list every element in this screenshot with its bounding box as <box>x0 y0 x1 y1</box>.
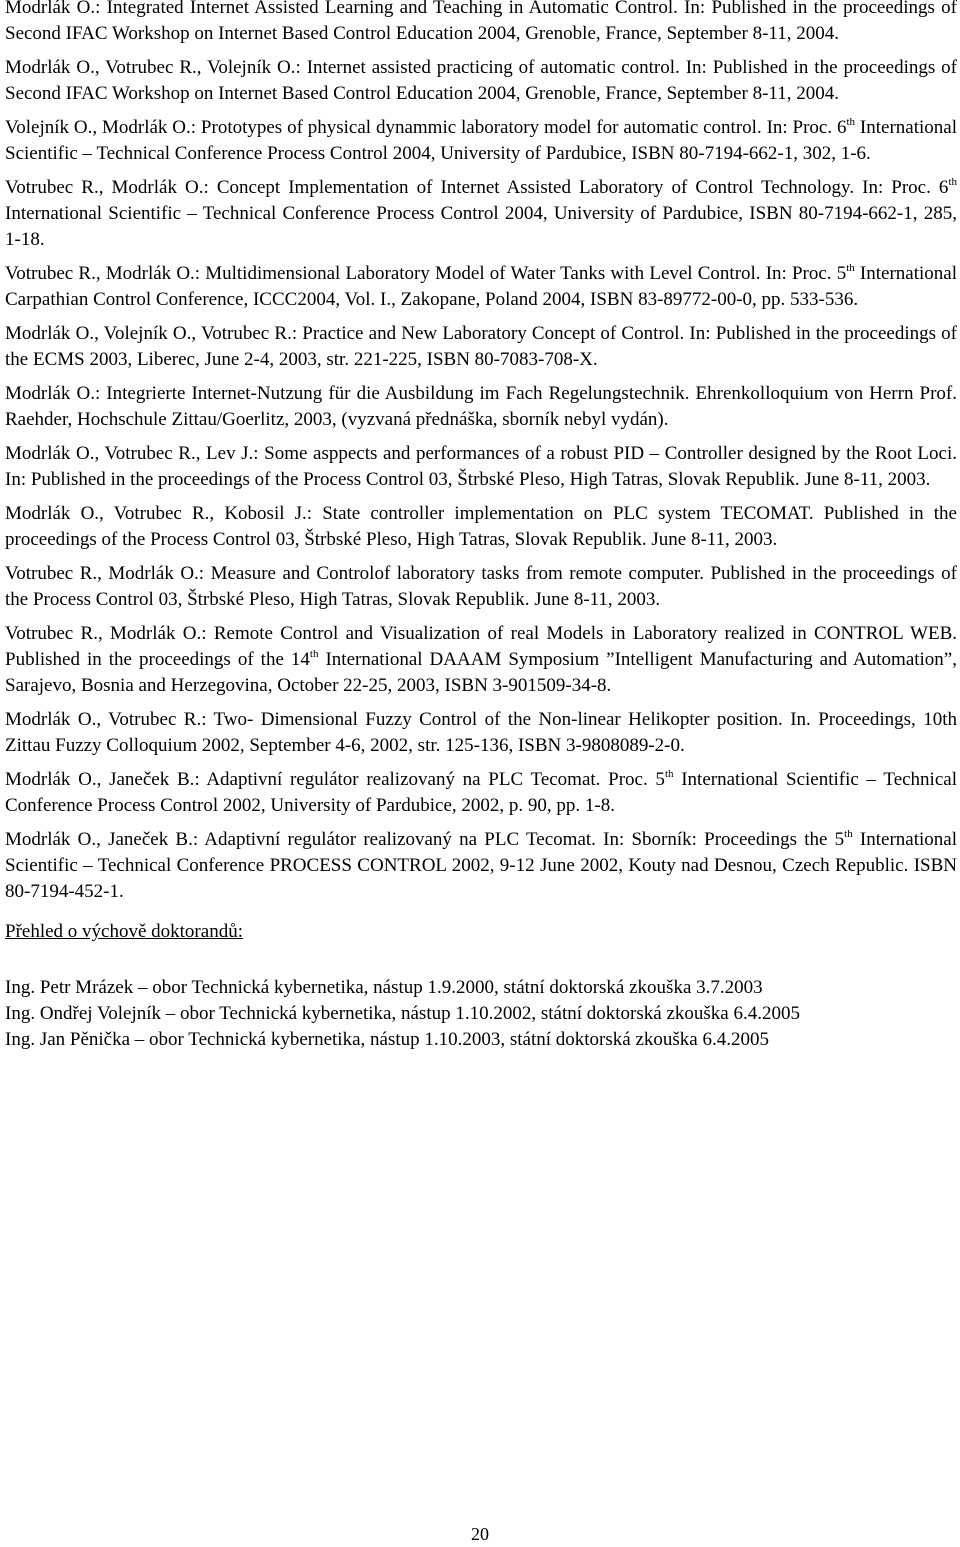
reference-text-segment: Modrlák O., Volejník O., Votrubec R.: Practice and New Laboratory Concept of Control. In: Published in the proceedings of the ECMS 2003, Liberec, June 2-4, 2003, str. 221-225, ISBN 80-7083-708-X. <box>5 323 957 370</box>
reference-entry <box>5 827 957 905</box>
reference-text-segment: Modrlák O., Votrubec R., Kobosil J.: State controller implementation on PLC system TECOMAT. Published in the proceedings of the Process Control 03, Štrbské Pleso, High Tatras, Slovak Republik. June 8-11, 2003. <box>5 503 957 550</box>
reference-text-segment: International Carpathian Control Conference, ICCC2004, Vol. I., Zakopane, Poland 2004, ISBN 83-89772-00-0, pp. 533-536. <box>5 263 957 310</box>
reference-entry <box>5 767 957 819</box>
reference-entry <box>5 381 957 433</box>
reference-text-segment: Votrubec R., Modrlák O.: Measure and Controlof laboratory tasks from remote computer. Published in the proceedings of the Process Control 03, Štrbské Pleso, High Tatras, Slovak Republik. June 8-11, 2003. <box>5 563 957 610</box>
reference-entry <box>5 55 957 107</box>
reference-text-segment: Modrlák O.: Integrated Internet Assisted Learning and Teaching in Automatic Control. In: Published in the proceedings of Second IFAC Workshop on Internet Based Control Education 2004, Grenoble, France, September 8-11, 2004. <box>5 0 957 44</box>
reference-text-segment: Modrlák O.: Integrierte Internet-Nutzung für die Ausbildung im Fach Regelungstechnik. Ehrenkolloquium von Herrn Prof. Raehder, Hochschule Zittau/Goerlitz, 2003, (vyzvaná přednáška, sborník nebyl vydán). <box>5 383 957 430</box>
reference-entry <box>5 621 957 699</box>
reference-entry <box>5 561 957 613</box>
reference-text <box>5 261 957 313</box>
reference-entry <box>5 321 957 373</box>
reference-entry <box>5 441 957 493</box>
reference-text-segment: Votrubec R., Modrlák O.: Concept Implementation of Internet Assisted Laboratory of Control Technology. In: Proc. 6 <box>5 177 949 198</box>
ordinal-superscript: th <box>309 647 319 660</box>
reference-text-segment: International Scientific – Technical Conference Process Control 2004, University of Pardubice, ISBN 80-7194-662-1, 285, 1-18. <box>5 203 957 250</box>
reference-text-segment: Votrubec R., Modrlák O.: Multidimensional Laboratory Model of Water Tanks with Level Control. In: Proc. 5 <box>5 263 847 284</box>
reference-text <box>5 0 957 47</box>
reference-text-segment: Modrlák O., Janeček B.: Adaptivní regulátor realizovaný na PLC Tecomat. In: Sborník: Proceedings the 5 <box>5 829 845 850</box>
reference-text-segment: Volejník O., Modrlák O.: Prototypes of physical dynammic laboratory model for automatic control. In: Proc. 6 <box>5 117 847 138</box>
page-number: 20 <box>471 1524 489 1544</box>
reference-entry <box>5 501 957 553</box>
student-entry: Ing. Ondřej Volejník – obor Technická kybernetika, nástup 1.10.2002, státní doktorská zkouška 6.4.2005 <box>5 1003 800 1024</box>
reference-text-segment: International Scientific – Technical Conference Process Control 2002, University of Pardubice, 2002, p. 90, pp. 1-8. <box>5 769 957 816</box>
reference-text-segment: International DAAAM Symposium ”Intelligent Manufacturing and Automation”, Sarajevo, Bosnia and Herzegovina, October 22-25, 2003, ISBN 3-901509-34-8. <box>5 649 957 696</box>
reference-text <box>5 621 957 699</box>
reference-entry <box>5 175 957 253</box>
reference-text <box>5 321 957 373</box>
reference-text-segment: International Scientific – Technical Conference Process Control 2004, University of Pardubice, ISBN 80-7194-662-1, 302, 1-6. <box>5 117 957 164</box>
reference-text-segment: Modrlák O., Janeček B.: Adaptivní regulátor realizovaný na PLC Tecomat. Proc. 5 <box>5 769 665 790</box>
section-title: Přehled o výchově doktorandů: <box>5 921 243 942</box>
reference-text <box>5 115 957 167</box>
reference-list <box>5 0 957 905</box>
student-entry: Ing. Petr Mrázek – obor Technická kybernetika, nástup 1.9.2000, státní doktorská zkouška 3.7.2003 <box>5 977 763 998</box>
reference-text <box>5 767 957 819</box>
reference-text <box>5 707 957 759</box>
reference-text-segment: Modrlák O., Votrubec R.: Two- Dimensional Fuzzy Control of the Non-linear Helikopter position. In. Proceedings, 10th Zittau Fuzzy Colloquium 2002, September 4-6, 2002, str. 125-136, ISBN 3-9808089-2-0. <box>5 709 957 756</box>
reference-text <box>5 501 957 553</box>
ordinal-superscript: th <box>948 175 957 188</box>
ordinal-superscript: th <box>844 827 853 840</box>
ordinal-superscript: th <box>664 767 674 780</box>
reference-text-segment: Votrubec R., Modrlák O.: Remote Control and Visualization of real Models in Laboratory realized in CONTROL WEB. Published in the proceedings of the 14 <box>5 623 957 670</box>
reference-text <box>5 827 957 905</box>
reference-text <box>5 381 957 433</box>
reference-entry <box>5 0 957 47</box>
student-entry: Ing. Jan Pěnička – obor Technická kybernetika, nástup 1.10.2003, státní doktorská zkouška 6.4.2005 <box>5 1029 769 1050</box>
reference-text-segment: Modrlák O., Votrubec R., Lev J.: Some asppects and performances of a robust PID – Controller designed by the Root Loci. In: Published in the proceedings of the Process Control 03, Štrbské Pleso, High Tatras, Slovak Republik. June 8-11, 2003. <box>5 443 957 490</box>
reference-entry <box>5 261 957 313</box>
reference-entry <box>5 115 957 167</box>
reference-text-segment: International Scientific – Technical Conference PROCESS CONTROL 2002, 9-12 June 2002, Kouty nad Desnou, Czech Republic. ISBN 80-7194-452-1. <box>5 829 957 902</box>
ordinal-superscript: th <box>846 115 856 128</box>
reference-text <box>5 441 957 493</box>
ordinal-superscript: th <box>846 261 855 274</box>
reference-text <box>5 561 957 613</box>
reference-text <box>5 175 957 253</box>
document-body <box>5 0 957 1053</box>
reference-text-segment: Modrlák O., Votrubec R., Volejník O.: Internet assisted practicing of automatic control. In: Published in the proceedings of Second IFAC Workshop on Internet Based Control Education 2004, Grenoble, France, September 8-11, 2004. <box>5 57 957 104</box>
reference-text <box>5 55 957 107</box>
student-list <box>5 975 957 1053</box>
reference-entry <box>5 707 957 759</box>
